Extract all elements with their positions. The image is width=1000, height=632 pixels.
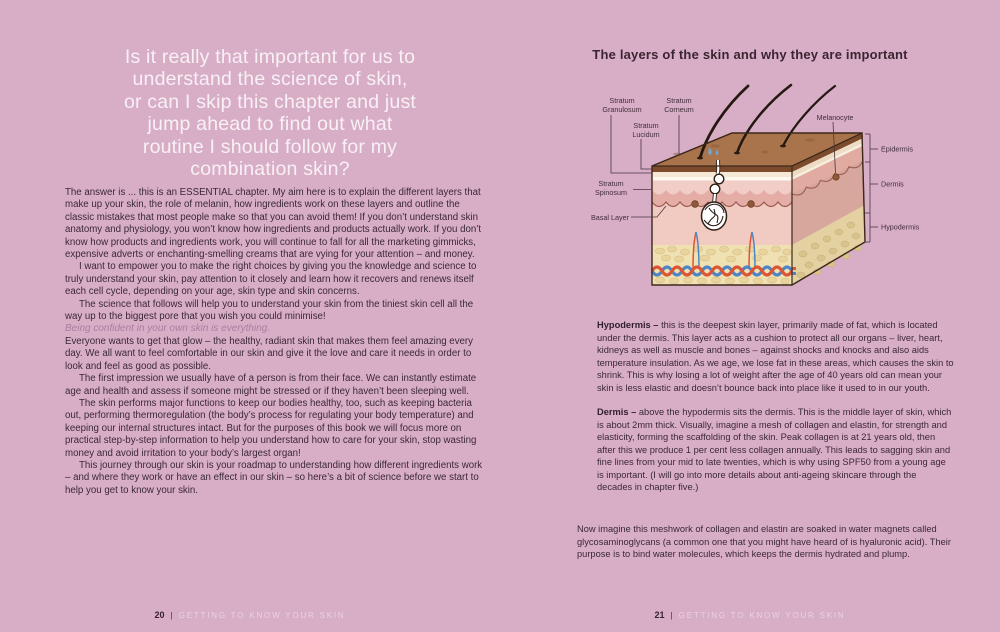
label-hypodermis: Hypodermis bbox=[881, 222, 920, 232]
left-page-body bbox=[65, 187, 485, 497]
melanocyte-cell bbox=[692, 201, 699, 208]
melanocyte-cell bbox=[833, 174, 839, 180]
page-number: 21 bbox=[654, 610, 665, 620]
footer-divider: | bbox=[670, 610, 673, 620]
skin-layers-diagram bbox=[565, 82, 965, 317]
chapter-question-heading bbox=[70, 46, 470, 180]
label-stratum-granulosum: Stratum bbox=[609, 96, 635, 105]
label-dermis: Dermis bbox=[881, 179, 904, 189]
paragraph: This journey through our skin is your roadmap to understanding how different ingredients work – and where they work or have an effect in our skin – so here’s a bit of science before we start to help you get to know your skin. bbox=[65, 459, 483, 496]
layer-bracket bbox=[865, 134, 878, 242]
closing-paragraph: Now imagine this meshwork of collagen and elastin are soaked in water magnets called glycosaminoglycans (a common one that you might have heard of is hyaluronic acid). Their purpose is to bind water molecules, which keeps the dermis hydrated and plump. bbox=[577, 524, 951, 559]
paragraph: The answer is ... this is an ESSENTIAL chapter. My aim here is to explain the different layers that make up your skin, the role of melanin, how ingredients work on these layers and outline the classic mistakes that most people make so that you can avoid them! If you don’t understand skin anatomy and physiology, you won’t know how ingredients and products actually work. If you don’t know how products and ingredients work, you will continue to fall for all the marketing gimmicks, expensive adverts or enchanting-smelling creams that are vying for your attention – and money. bbox=[65, 187, 482, 261]
right-page-body bbox=[597, 319, 954, 506]
right-page-footer bbox=[500, 610, 1000, 620]
heading-line: or can I skip this chapter and just bbox=[123, 90, 417, 113]
svg-text:Corneum: Corneum bbox=[664, 105, 694, 114]
running-title: GETTING TO KNOW YOUR SKIN bbox=[678, 611, 846, 620]
term-lead: Dermis – bbox=[597, 407, 637, 417]
paragraph: I want to empower you to make the right choices by giving you the knowledge and science to truly understand your skin, pay attention to it closely and learn how it recovers and renews itself each cell cycle, depending on your age, skin type and skin concerns. bbox=[65, 261, 477, 298]
paragraph-dermis: Dermis – above the hypodermis sits the dermis. This is the middle layer of skin, which is about 2mm thick. Visually, imagine a mesh of collagen and elastin, for strength and elasticity, forming the scaffolding of the skin. Peak collagen is at 21 years old, then after this we produce 1 per cent less collagen annually. This leads to sagging skin and fine lines from your mid to late twenties, which is why using SPF50 from a young age is important. (I will go into more details about anti-ageing skincare through the decades in chapter five.) bbox=[597, 407, 952, 492]
svg-text:Lucidum: Lucidum bbox=[632, 130, 660, 139]
svg-text:Spinosum: Spinosum bbox=[595, 188, 627, 197]
label-stratum-corneum: Stratum bbox=[666, 96, 692, 105]
paragraph: The science that follows will help you to understand your skin from the tiniest skin cell all the way up to the biggest pore that you wish you could minimise! bbox=[65, 298, 474, 323]
label-epidermis: Epidermis bbox=[881, 144, 913, 154]
label-stratum-spinosum: Stratum bbox=[598, 179, 624, 188]
running-title: GETTING TO KNOW YOUR SKIN bbox=[178, 611, 346, 620]
heading-line: combination skin? bbox=[190, 158, 350, 181]
leader-stratum-lucidum bbox=[641, 139, 652, 169]
page-number: 20 bbox=[154, 610, 165, 620]
melanocyte-cell bbox=[748, 201, 755, 208]
paragraph-hypodermis: Hypodermis – this is the deepest skin layer, primarily made of fat, which is located under the dermis. This layer acts as a cushion to protect all our organs – liver, heart, kidneys as well as muscle and bones – against shocks and knocks and also aids temperature insulation. As we age, we lose fat in these areas, which causes the skin to shrink. This is why losing a lot of weight after the age of 40 years old can mean your skin is less elastic and doesn’t bounce back into place like it used to in our youth. bbox=[597, 320, 954, 393]
pull-quote: Being confident in your own skin is everything. bbox=[65, 323, 271, 335]
heading-line: understand the science of skin, bbox=[132, 68, 408, 91]
section-title: The layers of the skin and why they are important bbox=[592, 47, 908, 62]
left-page-footer bbox=[0, 610, 500, 620]
paragraph: The skin performs major functions to keep our bodies healthy, too, such as keeping bacteria out, performing thermoregulation (the body’s process for regulating your body temperature) and keeping our internal structures intact. But for the purposes of this book we will focus more on practical step-by-step information to help you understand how to care for your skin, stop wasting money and avoid irritation to your body’s largest organ! bbox=[65, 397, 477, 459]
paragraph: Everyone wants to get that glow – the healthy, radiant skin that makes them feel amazing every day. We all want to feel comfortable in our skin and give it the love and care it needs in order to look and feel as good as possible. bbox=[65, 335, 473, 372]
label-basal-layer: Basal Layer bbox=[591, 213, 629, 222]
heading-line: jump ahead to find out what bbox=[147, 113, 393, 136]
paragraph: The first impression we usually have of a person is from their face. We can instantly estimate age and health and assess if someone might be stressed or if they haven’t been sleeping well. bbox=[65, 373, 477, 397]
footer-divider: | bbox=[170, 610, 173, 620]
label-melanocyte: Melanocyte bbox=[816, 113, 854, 122]
term-lead: Hypodermis – bbox=[597, 320, 659, 330]
heading-line: routine I should follow for my bbox=[142, 135, 398, 158]
svg-text:Granulosum: Granulosum bbox=[602, 105, 642, 114]
label-stratum-lucidum: Stratum bbox=[633, 121, 659, 130]
heading-line: Is it really that important for us to bbox=[124, 46, 416, 68]
